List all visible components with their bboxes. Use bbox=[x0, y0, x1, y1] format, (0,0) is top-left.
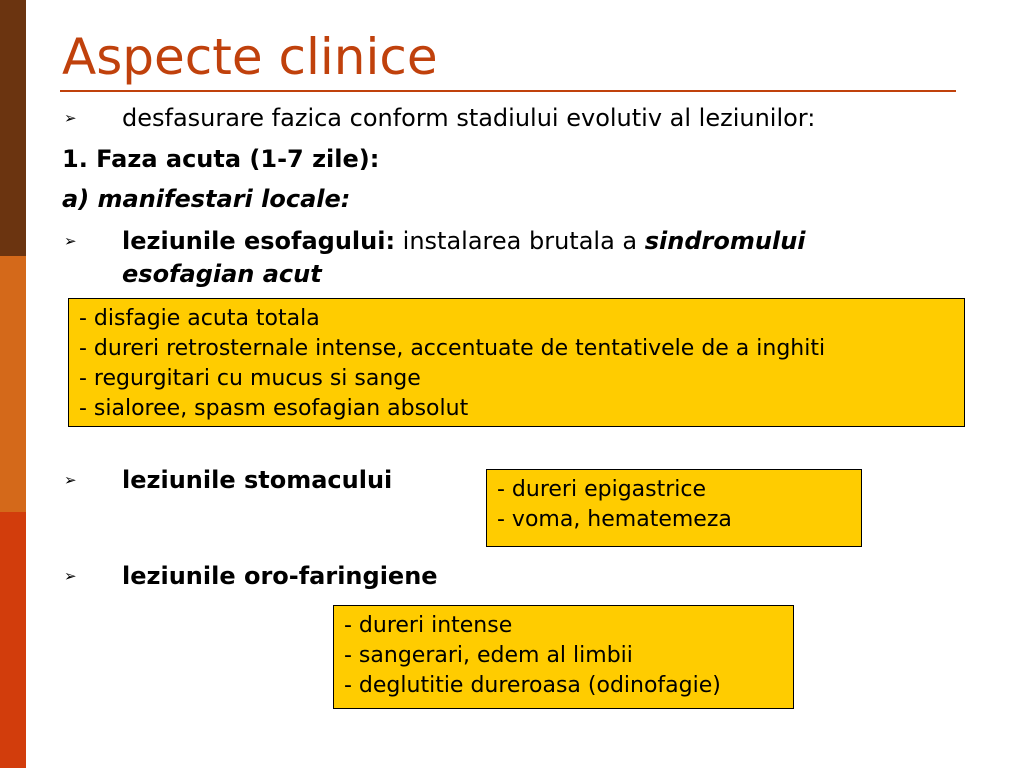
symptom-item: - dureri epigastrice bbox=[497, 477, 707, 502]
symptom-item: - voma, hematemeza bbox=[497, 507, 732, 532]
chevron-right-icon: ➢ bbox=[64, 232, 77, 250]
symptom-item: - sialoree, spasm esofagian absolut bbox=[79, 396, 469, 421]
local-heading bbox=[62, 184, 350, 214]
symptom-item: - dureri retrosternale intense, accentuate de tentativele de a inghiti bbox=[79, 336, 826, 361]
esophagus-emphasis-2: esofagian acut bbox=[122, 260, 322, 288]
side-bar-middle bbox=[0, 256, 26, 512]
oropharynx-line bbox=[122, 561, 438, 591]
symptom-item: - regurgitari cu mucus si sange bbox=[79, 366, 421, 391]
esophagus-label: leziunile esofagului: bbox=[122, 227, 396, 255]
stomach-symptoms-box bbox=[486, 469, 862, 547]
oropharynx-symptoms-box bbox=[333, 605, 794, 709]
phase-heading-text: 1. Faza acuta (1-7 zile): bbox=[62, 145, 380, 173]
symptom-item: - sangerari, edem al limbii bbox=[344, 643, 633, 668]
chevron-right-icon: ➢ bbox=[64, 567, 77, 585]
symptom-item: - deglutitie dureroasa (odinofagie) bbox=[344, 673, 721, 698]
esophagus-line-2 bbox=[122, 259, 322, 289]
slide-title: Aspecte clinice bbox=[62, 28, 438, 86]
side-bar-top bbox=[0, 0, 26, 256]
symptom-item: - dureri intense bbox=[344, 613, 513, 638]
stomach-label: leziunile stomacului bbox=[122, 466, 393, 494]
symptom-item: - disfagie acuta totala bbox=[79, 306, 320, 331]
chevron-right-icon: ➢ bbox=[64, 109, 77, 127]
side-bar-bottom bbox=[0, 512, 26, 768]
title-rule bbox=[60, 90, 956, 92]
chevron-right-icon: ➢ bbox=[64, 471, 77, 489]
esophagus-symptoms-box bbox=[68, 298, 965, 427]
intro-text: desfasurare fazica conform stadiului evolutiv al leziunilor: bbox=[122, 104, 816, 132]
esophagus-text: instalarea brutala a bbox=[395, 227, 645, 255]
oropharynx-label: leziunile oro-faringiene bbox=[122, 562, 438, 590]
esophagus-emphasis-1: sindromului bbox=[644, 227, 806, 255]
esophagus-line-1 bbox=[122, 226, 806, 256]
local-heading-text: a) manifestari locale: bbox=[62, 185, 351, 213]
phase-heading bbox=[62, 144, 379, 174]
stomach-line bbox=[122, 465, 392, 495]
